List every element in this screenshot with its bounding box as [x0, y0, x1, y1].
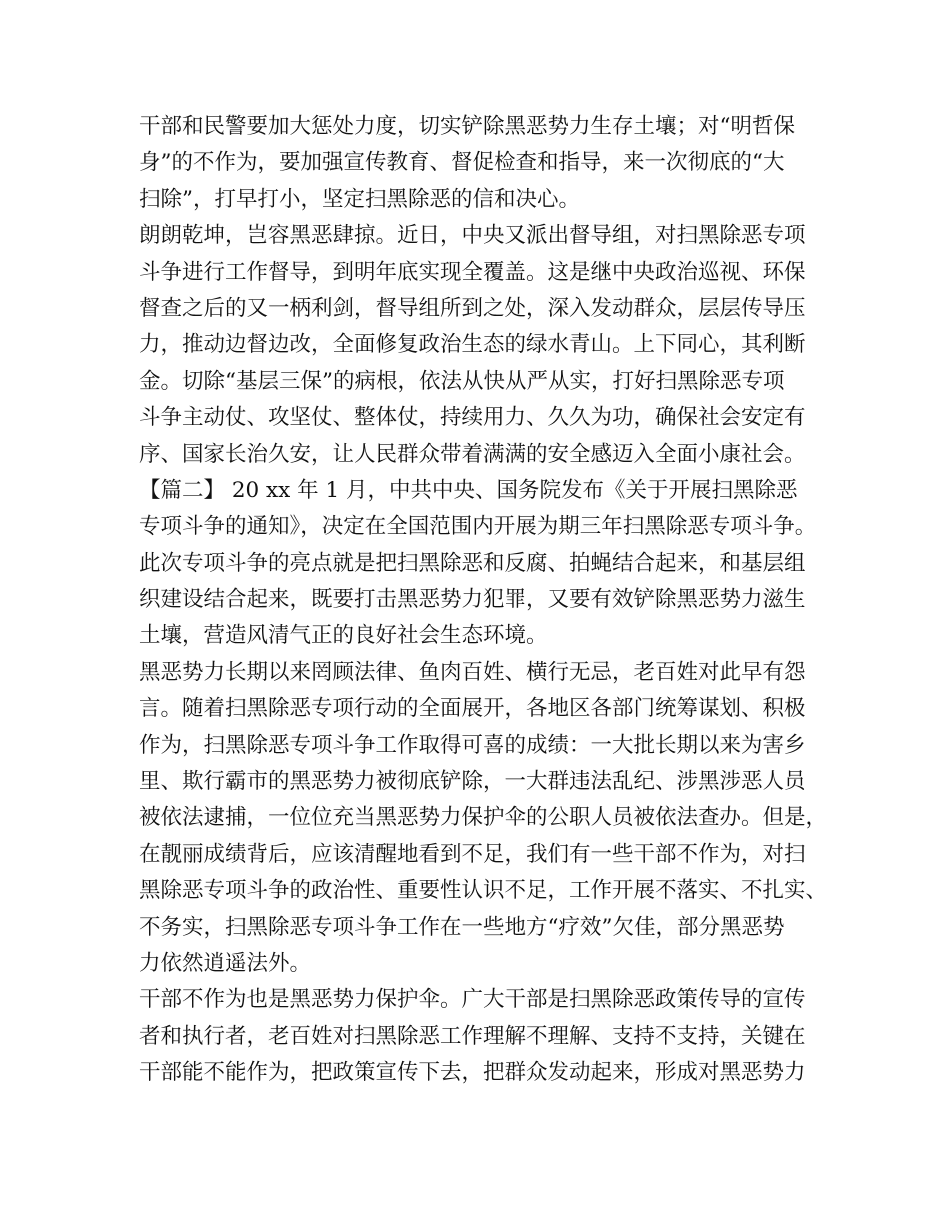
text-line: 督查之后的又一柄利剑，督导组所到之处，深入发动群众，层层传导压 [139, 295, 806, 321]
text-line: 斗争主动仗、攻坚仗、整体仗，持续用力、久久为功，确保社会安定有 [139, 405, 806, 431]
text-line: 斗争进行工作督导，到明年底实现全覆盖。这是继中央政治巡视、环保 [139, 259, 806, 285]
text-line: 干部能不能作为，把政策宣传下去，把群众发动起来，形成对黑恶势力 [139, 1060, 806, 1086]
text-line: 扫除”，打早打小，坚定扫黑除恶的信和决心。 [139, 186, 580, 212]
text-line: 黑除恶专项斗争的政治性、重要性认识不足，工作开展不落实、不扎实、 [139, 878, 828, 904]
text-line: 被依法逮捕，一位位充当黑恶势力保护伞的公职人员被依法查办。但是， [139, 805, 828, 831]
text-line: 身”的不作为，要加强宣传教育、督促检查和指导，来一次彻底的“大 [139, 150, 785, 176]
text-line: 力，推动边督边改，全面修复政治生态的绿水青山。上下同心，其利断 [139, 332, 806, 358]
text-line: 土壤，营造风清气正的良好社会生态环境。 [139, 623, 548, 649]
text-line: 不务实，扫黑除恶专项斗争工作在一些地方“疗效”欠佳，部分黑恶势 [139, 914, 785, 940]
text-line: 言。随着扫黑除恶专项行动的全面展开，各地区各部门统筹谋划、积极 [139, 696, 806, 722]
text-line: 力依然逍遥法外。 [139, 950, 312, 976]
text-line: 【篇二】 20 xx 年 1 月，中共中央、国务院发布《关于开展扫黑除恶 [139, 477, 798, 503]
text-line: 专项斗争的通知》，决定在全国范围内开展为期三年扫黑除恶专项斗争。 [139, 514, 817, 540]
text-line: 金。切除“基层三保”的病根，依法从快从严从实，打好扫黑除恶专项 [139, 368, 785, 394]
text-line: 作为，扫黑除恶专项斗争工作取得可喜的成绩：一大批长期以来为害乡 [139, 732, 806, 758]
text-line: 此次专项斗争的亮点就是把扫黑除恶和反腐、拍蝇结合起来，和基层组 [139, 550, 806, 576]
text-line: 织建设结合起来，既要打击黑恶势力犯罪，又要有效铲除黑恶势力滋生 [139, 587, 806, 613]
text-line: 序、国家长治久安，让人民群众带着满满的安全感迈入全面小康社会。 [139, 441, 806, 467]
text-line: 黑恶势力长期以来罔顾法律、鱼肉百姓、横行无忌，老百姓对此早有怨 [139, 659, 806, 685]
text-line: 在靓丽成绩背后，应该清醒地看到不足，我们有一些干部不作为，对扫 [139, 841, 806, 867]
text-line: 干部和民警要加大惩处力度，切实铲除黑恶势力生存土壤；对“明哲保 [139, 114, 795, 139]
text-line: 里、欺行霸市的黑恶势力被彻底铲除，一大群违法乱纪、涉黑涉恶人员 [139, 769, 806, 795]
text-line: 朗朗乾坤，岂容黑恶肆掠。近日，中央又派出督导组，对扫黑除恶专项 [139, 223, 806, 249]
text-line: 干部不作为也是黑恶势力保护伞。广大干部是扫黑除恶政策传导的宣传 [139, 987, 806, 1013]
text-line: 者和执行者，老百姓对扫黑除恶工作理解不理解、支持不支持，关键在 [139, 1023, 806, 1049]
document-body [139, 109, 839, 1092]
